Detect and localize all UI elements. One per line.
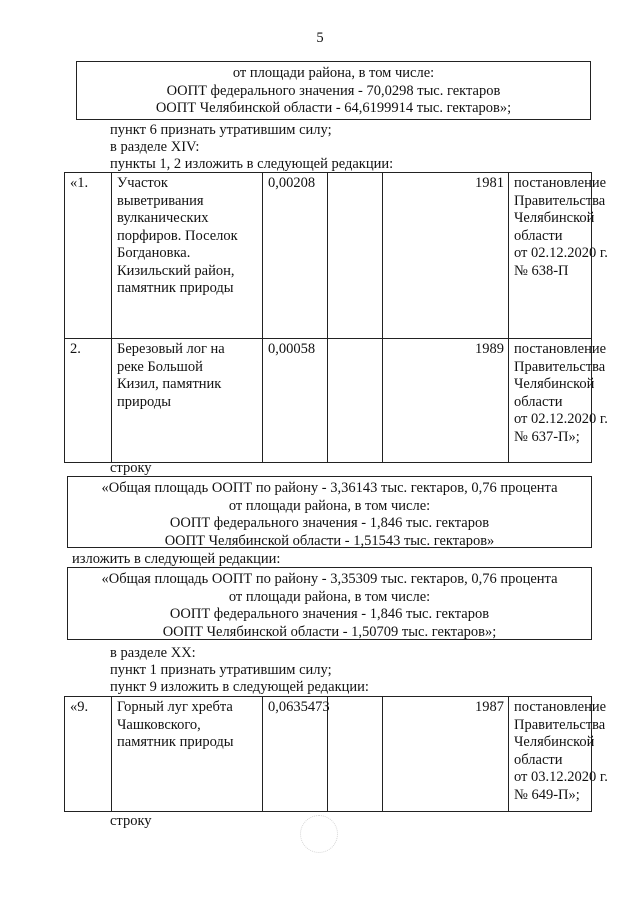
name-line: реке Большой bbox=[117, 358, 203, 375]
cell-empty bbox=[328, 697, 383, 812]
objects-table-1 bbox=[64, 172, 608, 463]
box-line: «Общая площадь ООПТ по району - 3,35309 тыс. гектаров, 0,76 процента bbox=[101, 571, 558, 587]
box-line: от площади района, в том числе: bbox=[228, 588, 431, 605]
cell-number: 2. bbox=[65, 339, 112, 463]
name-line: природы bbox=[117, 393, 171, 410]
cell-name bbox=[112, 697, 263, 812]
paragraph-line: пункт 1 признать утратившим силу; bbox=[110, 662, 332, 678]
box-line: от площади района, в том числе: bbox=[232, 65, 435, 81]
paragraph-line: изложить в следующей редакции: bbox=[72, 551, 281, 567]
box-line: «Общая площадь ООПТ по району - 3,36143 тыс. гектаров, 0,76 процента bbox=[101, 480, 558, 496]
cell-name bbox=[112, 339, 263, 463]
doc-line: Правительства bbox=[514, 358, 606, 375]
paragraph-line: строку bbox=[110, 460, 152, 476]
doc-line: Правительства bbox=[514, 192, 606, 209]
top-text-box bbox=[76, 61, 591, 120]
name-line: порфиров. Поселок bbox=[117, 227, 238, 244]
doc-line: № 649-П»; bbox=[514, 786, 580, 803]
cell-empty bbox=[328, 173, 383, 339]
name-line: Участок bbox=[117, 175, 168, 191]
doc-line: Челябинской bbox=[514, 734, 595, 750]
cell-year: 1981 bbox=[383, 173, 509, 339]
doc-line: Челябинской bbox=[514, 210, 595, 226]
faint-stamp-mark bbox=[300, 815, 338, 853]
doc-line: № 637-П»; bbox=[514, 428, 580, 445]
new-text-box bbox=[67, 567, 592, 640]
doc-line: от 03.12.2020 г. bbox=[514, 769, 608, 785]
cell-area: 0,00208 bbox=[263, 173, 328, 339]
name-line: выветривания bbox=[117, 192, 204, 209]
cell-empty bbox=[328, 339, 383, 463]
doc-line: области bbox=[514, 227, 563, 244]
name-line: Березовый лог на bbox=[117, 341, 225, 357]
cell-number: «9. bbox=[65, 697, 112, 812]
name-line: Горный луг хребта bbox=[117, 699, 233, 715]
table-row bbox=[65, 173, 592, 339]
doc-line: от 02.12.2020 г. bbox=[514, 411, 608, 427]
doc-line: Правительства bbox=[514, 716, 606, 733]
table-row bbox=[65, 697, 592, 812]
cell-document bbox=[509, 173, 608, 339]
box-line: ООПТ федерального значения - 1,846 тыс. гектаров bbox=[169, 515, 490, 531]
box-line: ООПТ Челябинской области - 1,50709 тыс. гектаров»; bbox=[162, 623, 497, 640]
page-number: 5 bbox=[316, 30, 324, 46]
name-line: Богдановка. bbox=[117, 245, 191, 261]
doc-line: постановление bbox=[514, 699, 607, 715]
name-line: Кизильский район, bbox=[117, 262, 235, 279]
cell-year: 1989 bbox=[383, 339, 509, 463]
box-line: от площади района, в том числе: bbox=[228, 497, 431, 514]
doc-line: постановление bbox=[514, 175, 607, 191]
old-text-box bbox=[67, 476, 592, 548]
name-line: памятник природы bbox=[117, 734, 234, 750]
paragraph-line: пункт 6 признать утратившим силу; bbox=[110, 122, 332, 138]
name-line: вулканических bbox=[117, 210, 209, 226]
cell-number: «1. bbox=[65, 173, 112, 339]
name-line: памятник природы bbox=[117, 280, 234, 296]
doc-line: области bbox=[514, 751, 563, 768]
objects-table-2 bbox=[64, 696, 608, 812]
table-row bbox=[65, 339, 592, 463]
doc-line: Челябинской bbox=[514, 376, 595, 392]
box-line: ООПТ Челябинской области - 64,6199914 тыс. гектаров»; bbox=[155, 100, 512, 116]
doc-line: от 02.12.2020 г. bbox=[514, 245, 608, 261]
doc-line: постановление bbox=[514, 341, 607, 357]
cell-document bbox=[509, 339, 608, 463]
name-line: Чашковского, bbox=[117, 716, 201, 733]
doc-line: № 638-П bbox=[514, 262, 569, 279]
box-line: ООПТ федерального значения - 70,0298 тыс. гектаров bbox=[166, 82, 501, 99]
paragraph-line: пункты 1, 2 изложить в следующей редакции: bbox=[110, 156, 394, 172]
paragraph-line: в разделе XIV: bbox=[110, 139, 200, 155]
cell-name bbox=[112, 173, 263, 339]
box-line: ООПТ Челябинской области - 1,51543 тыс. гектаров» bbox=[164, 532, 495, 549]
cell-area: 0,00058 bbox=[263, 339, 328, 463]
cell-year: 1987 bbox=[383, 697, 509, 812]
paragraph-line: строку bbox=[110, 813, 152, 829]
cell-document bbox=[509, 697, 608, 812]
doc-line: области bbox=[514, 393, 563, 410]
paragraph-line: пункт 9 изложить в следующей редакции: bbox=[110, 679, 369, 695]
name-line: Кизил, памятник bbox=[117, 376, 222, 392]
paragraph-line: в разделе XX: bbox=[110, 645, 196, 661]
box-line: ООПТ федерального значения - 1,846 тыс. гектаров bbox=[169, 606, 490, 622]
cell-area: 0,0635473 bbox=[263, 697, 328, 812]
